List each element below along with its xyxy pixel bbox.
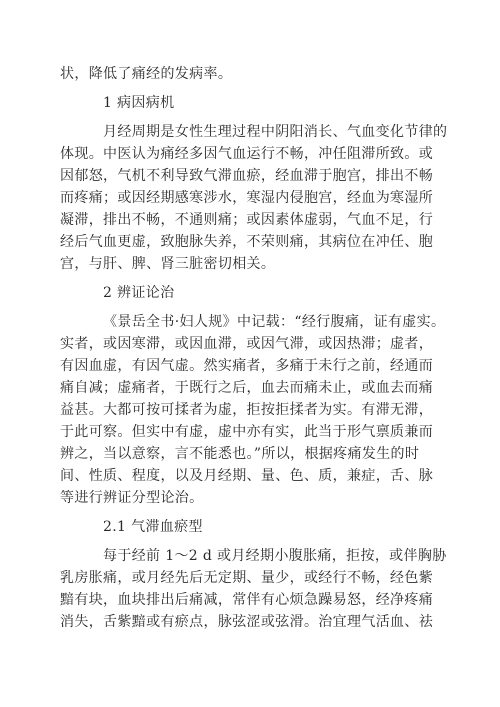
paragraph-line: 有因血虚，有因气虚。然实痛者，多痛于未行之前，经通而 (60, 358, 434, 374)
paragraph-line: 实者，或因寒滞，或因血滞，或因气滞，或因热滞；虚者， (60, 336, 434, 352)
paragraph-line: 每于经前 1～2 d 或月经期小腹胀痛，拒按，或伴胸胁 (103, 548, 447, 564)
paragraph-line: 痛自减；虚痛者，于既行之后，血去而痛未止，或血去而痛 (60, 380, 434, 396)
paragraph-line: 间、性质、程度，以及月经期、量、色、质，兼症，舌、脉 (60, 468, 434, 484)
paragraph-line: 等进行辨证分型论治。 (60, 490, 204, 506)
paragraph-line: 体现。中医认为痛经多因气血运行不畅，冲任阻滞所致。或 (60, 146, 434, 162)
paragraph-line: 于此可察。但实中有虚，虚中亦有实，此当于形气禀质兼而 (60, 424, 434, 440)
paragraph-line: 《景岳全书·妇人规》中记载：“经行腹痛，证有虚实。 (103, 314, 446, 330)
paragraph-line: 黯有块，血块排出后痛减，常伴有心烦急躁易怒，经净疼痛 (60, 592, 434, 608)
section-heading: 2 辨证论治 (103, 285, 175, 301)
paragraph-line: 消失，舌紫黯或有瘀点，脉弦涩或弦滑。治宜理气活血、祛 (60, 614, 434, 630)
paragraph-line: 乳房胀痛，或月经先后无定期、量少，或经行不畅，经色紫 (60, 570, 434, 586)
paragraph-line: 而疼痛；或因经期感寒涉水，寒湿内侵胞宫，经血为寒湿所 (60, 190, 434, 206)
paragraph-line: 因郁怒，气机不利导致气滞血瘀，经血滞于胞宫，排出不畅 (60, 168, 434, 184)
section-heading: 2.1 气滞血瘀型 (103, 519, 203, 535)
paragraph-line: 状，降低了痛经的发病率。 (60, 66, 233, 82)
paragraph-line: 月经周期是女性生理过程中阴阳消长、气血变化节律的 (103, 124, 448, 140)
paragraph-line: 经后气血更虚，致胞脉失养，不荣则痛，其病位在冲任、胞 (60, 234, 434, 250)
paragraph-line: 益甚。大都可按可揉者为虚，拒按拒揉者为实。有滞无滞， (60, 402, 434, 418)
paragraph-line: 凝滞，排出不畅，不通则痛；或因素体虚弱，气血不足，行 (60, 212, 434, 228)
section-heading: 1 病因病机 (103, 95, 175, 111)
paragraph-line: 辨之，当以意察，言不能悉也。”所以，根据疼痛发生的时 (60, 446, 420, 462)
paragraph-line: 宫，与肝、脾、肾三脏密切相关。 (60, 256, 276, 272)
